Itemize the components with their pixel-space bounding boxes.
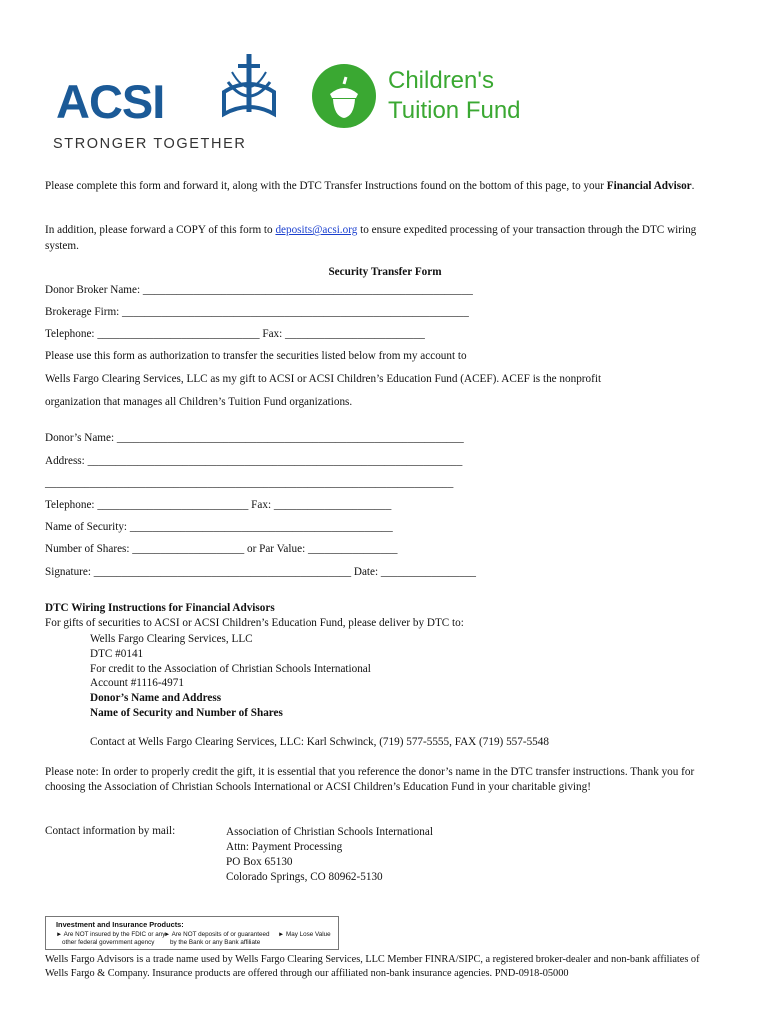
investment-disclaimer-box <box>45 916 339 950</box>
dtc-line: DTC #0141 <box>90 647 144 660</box>
dtc-heading: DTC Wiring Instructions for Financial Advisors <box>45 602 275 614</box>
signature-date-field[interactable]: Signature: ______________________________________________ Date: _________________ <box>45 566 477 578</box>
please-note-paragraph: Please note: In order to properly credit the gift, it is essential that you reference the donor’s name in the DTC transfer instructions. Thank you for choosing the Association of Christian Schools International or ACSI Children’s Education Fund in your charitable giving! <box>45 766 695 793</box>
donor-name-field[interactable]: Donor’s Name: ______________________________________________________________ <box>45 432 464 444</box>
intro-paragraph-1: Please complete this form and forward it, along with the DTC Transfer Instructions found on the bottom of this page, to your Financial Advisor. <box>45 180 695 192</box>
mail-address-line: Association of Christian Schools International <box>226 826 433 838</box>
dtc-line: For credit to the Association of Christian Schools International <box>90 662 371 675</box>
mail-address-line: Colorado Springs, CO 80962-5130 <box>226 871 383 883</box>
acsi-logo <box>50 52 280 157</box>
acorn-icon <box>312 64 376 128</box>
authorization-text-2: Wells Fargo Clearing Services, LLC as my gift to ACSI or ACSI Children’s Education Fund (ACEF). ACEF is the nonprofit <box>45 373 602 385</box>
address-field[interactable]: Address: ___________________________________________________________________ <box>45 455 463 467</box>
ctf-logo-line2: Tuition Fund <box>388 97 521 124</box>
dtc-details <box>90 632 371 721</box>
acsi-cross-book-icon <box>218 52 280 130</box>
intro-paragraph-2: In addition, please forward a COPY of this form to deposits@acsi.org to ensure expedited processing of your transaction through the DTC wiring system. <box>45 224 697 252</box>
telephone-fax-field-1[interactable]: Telephone: _____________________________ Fax: _________________________ <box>45 328 425 340</box>
donor-broker-field[interactable]: Donor Broker Name: ___________________________________________________________ <box>45 284 473 296</box>
form-title: Security Transfer Form <box>328 266 442 278</box>
dtc-line: Wells Fargo Clearing Services, LLC <box>90 633 253 645</box>
authorization-text-1: Please use this form as authorization to transfer the securities listed below from my account to <box>45 350 467 362</box>
telephone-fax-field-2[interactable]: Telephone: ___________________________ Fax: _____________________ <box>45 499 392 511</box>
ctf-logo-line1: Children's <box>388 67 494 94</box>
shares-par-value-field[interactable]: Number of Shares: ____________________ or Par Value: ________________ <box>45 543 398 555</box>
disclaimer-col-1: ► Are NOT insured by the FDIC or any other federal government agency <box>56 931 166 946</box>
mail-address <box>226 825 433 885</box>
authorization-text-3: organization that manages all Children’s Tuition Fund organizations. <box>45 396 353 408</box>
email-link[interactable]: deposits@acsi.org <box>275 224 358 236</box>
address-field-line2[interactable]: _________________________________________________________________________ <box>45 477 454 489</box>
mail-address-line: Attn: Payment Processing <box>226 841 343 853</box>
acsi-tagline: STRONGER TOGETHER <box>53 136 247 152</box>
dtc-bold-line: Donor’s Name and Address <box>90 692 222 705</box>
footer-text: Wells Fargo Advisors is a trade name used by Wells Fargo Clearing Services, LLC Member FINRA/SIPC, a registered broker-dealer and non-bank affiliates of Wells Fargo & Company. Insurance products are offered through our affiliated non-bank insurance agencies. PND-0918-05000 <box>45 954 700 979</box>
dtc-contact: Contact at Wells Fargo Clearing Services, LLC: Karl Schwinck, (719) 577-5555, FAX (719) 557-5548 <box>90 736 549 748</box>
security-name-field[interactable]: Name of Security: _______________________________________________ <box>45 521 393 533</box>
mail-contact-label: Contact information by mail: <box>45 825 176 837</box>
disclaimer-col-2: ► Are NOT deposits of or guaranteed by the Bank or any Bank affiliate <box>164 931 270 946</box>
disclaimer-title: Investment and Insurance Products: <box>56 920 184 929</box>
childrens-tuition-fund-logo <box>310 62 550 142</box>
dtc-intro: For gifts of securities to ACSI or ACSI Children’s Education Fund, please deliver by DTC to: <box>45 617 464 629</box>
dtc-line: Account #1116-4971 <box>90 677 184 690</box>
brokerage-firm-field[interactable]: Brokerage Firm: ______________________________________________________________ <box>45 306 469 318</box>
financial-advisor-label: Financial Advisor <box>606 180 692 192</box>
mail-address-line: PO Box 65130 <box>226 856 293 868</box>
acsi-logo-word: ACSI <box>56 75 165 128</box>
disclaimer-col-3: ► May Lose Value <box>278 931 331 938</box>
dtc-bold-line: Name of Security and Number of Shares <box>90 706 283 719</box>
